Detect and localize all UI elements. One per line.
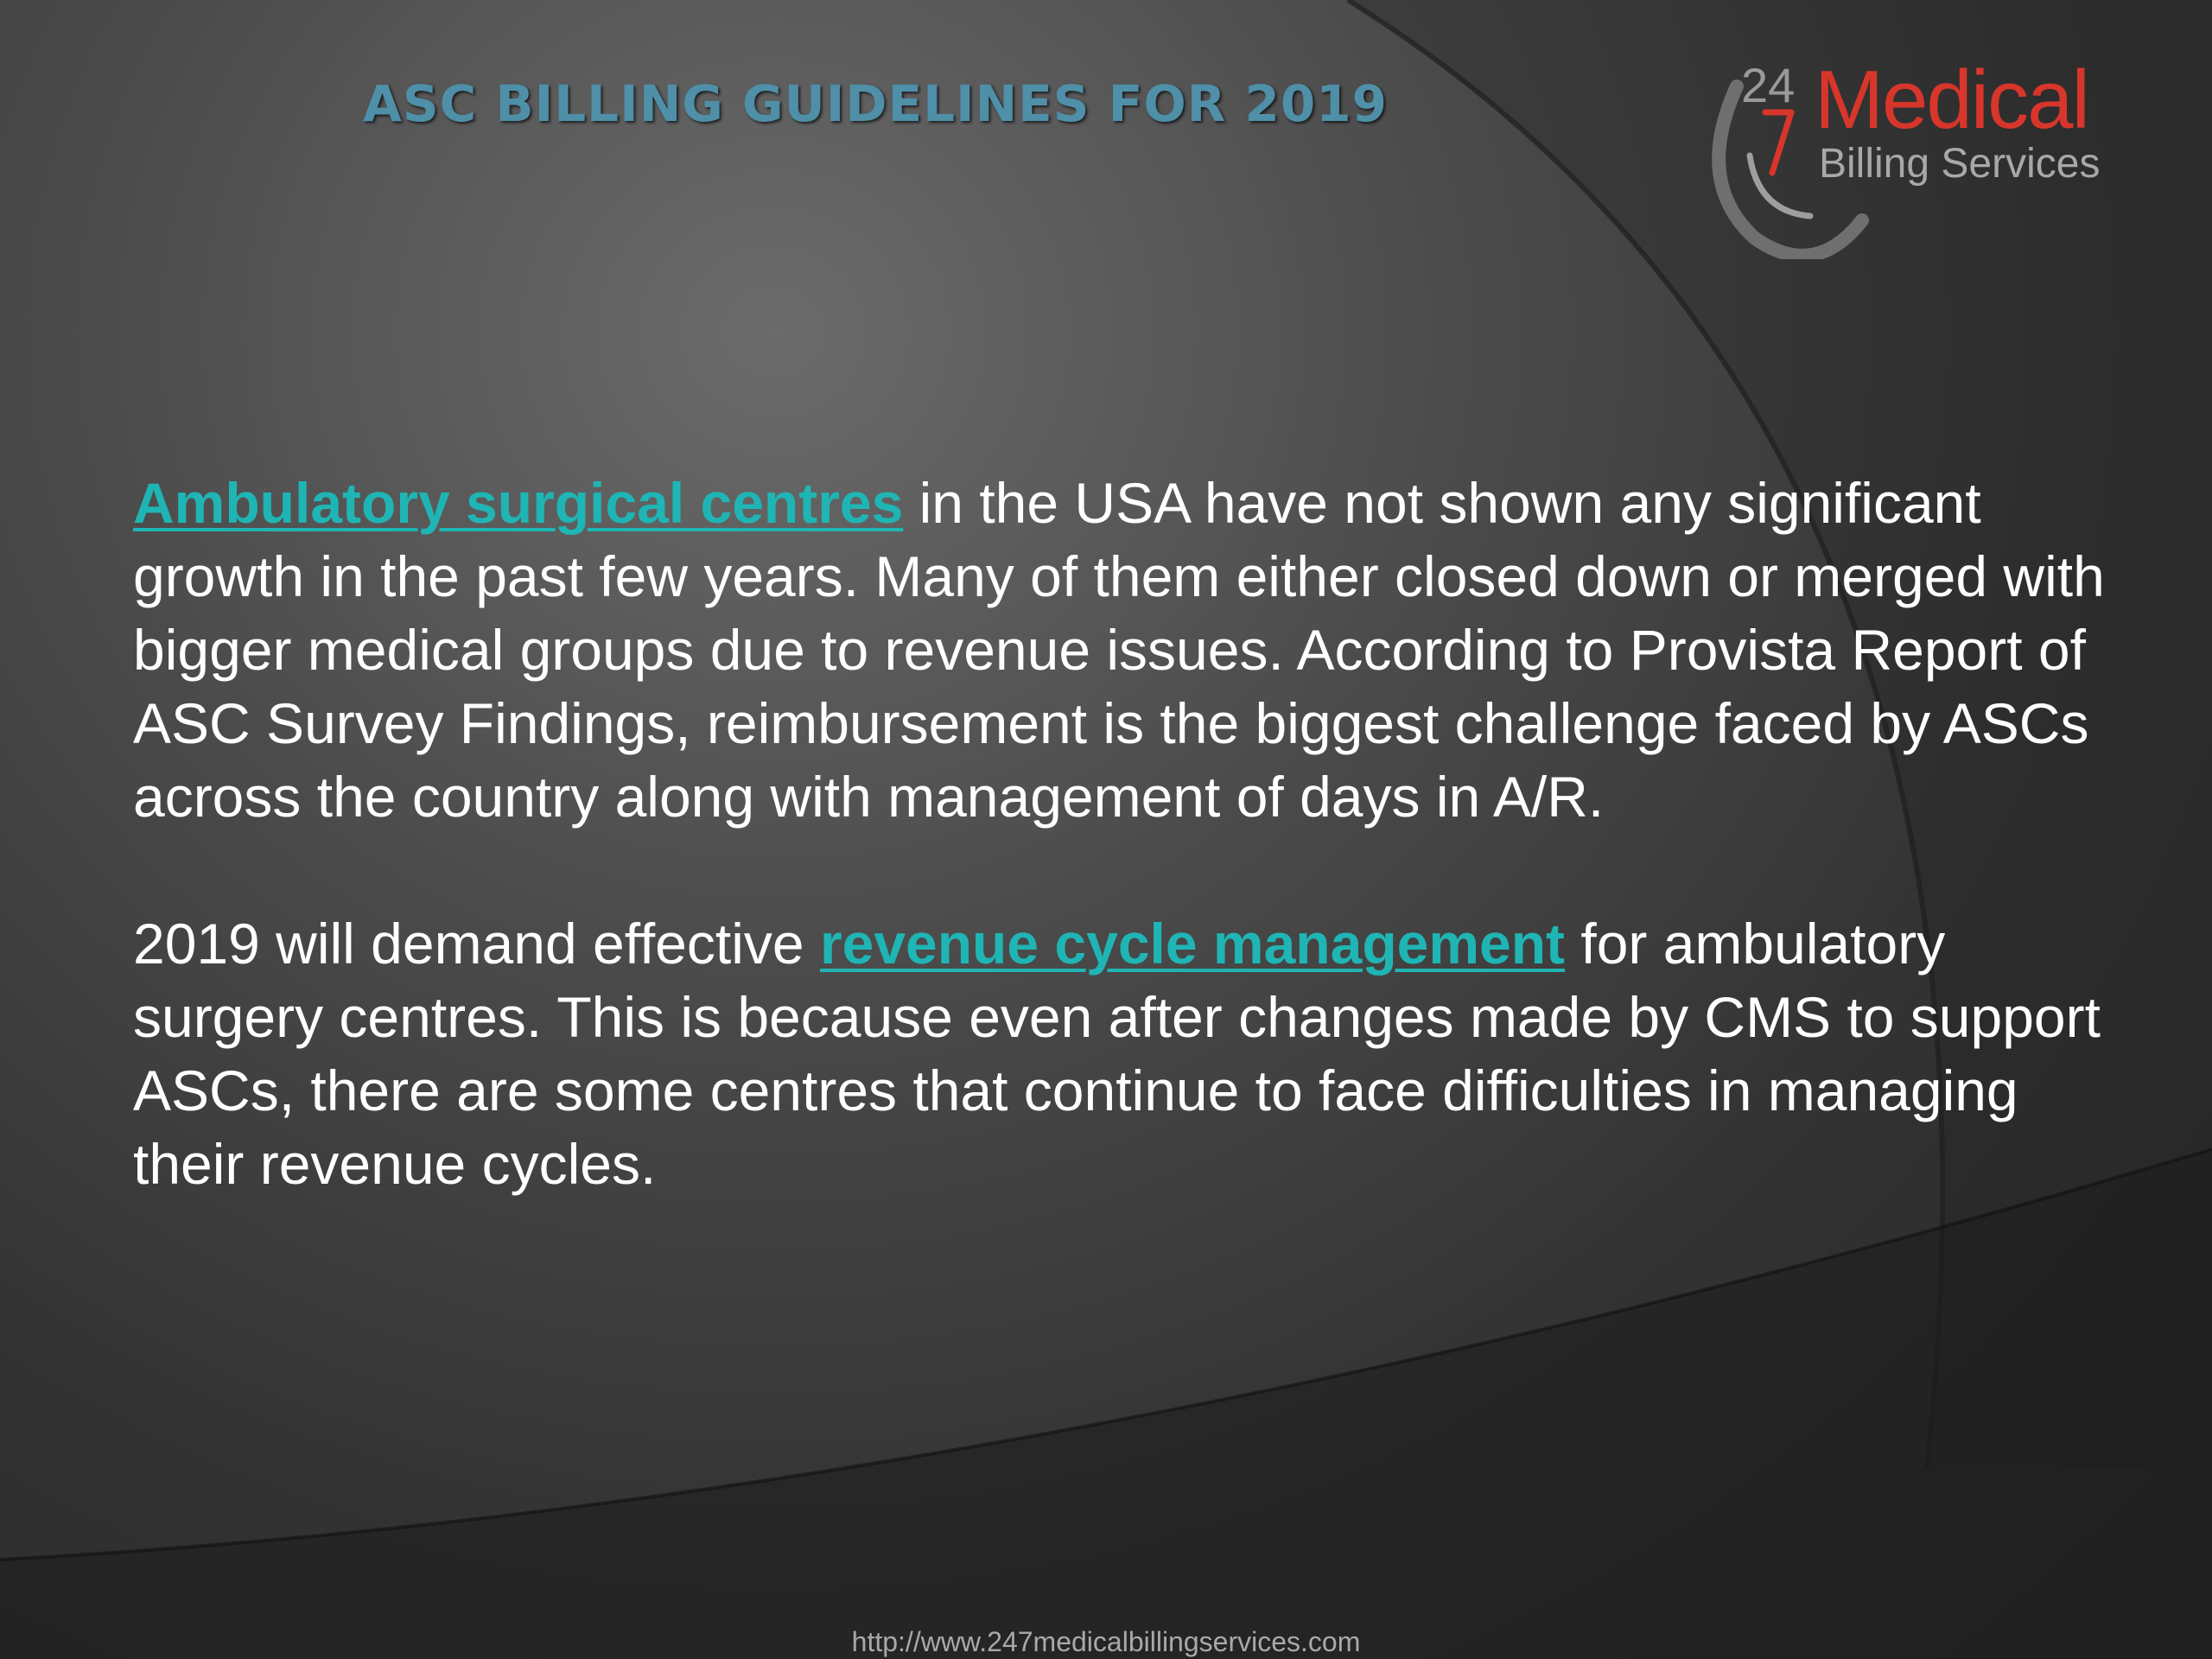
paragraph-1 (133, 467, 2138, 834)
logo-number: 24 (1741, 58, 1796, 112)
footer-url: http://www.247medicalbillingservices.com (851, 1626, 1361, 1657)
company-logo (1698, 52, 2101, 259)
slide-body (133, 467, 2138, 1274)
slide-title: ASC BILLING GUIDELINES FOR 2019 (363, 74, 1388, 133)
paragraph-2-text-after: for ambulatory surgery centres. This is because even after changes made by CMS to support ASCs, there are some centres that continue to face difficulties in managing their revenue cycles. (133, 912, 2101, 1196)
logo-name: Medical (1815, 54, 2088, 146)
revenue-cycle-management-link[interactable]: revenue cycle management (819, 912, 1566, 976)
paragraph-2 (133, 907, 2138, 1201)
ambulatory-surgical-centres-link[interactable]: Ambulatory surgical centres (133, 471, 904, 535)
paragraph-1-text: in the USA have not shown any significant growth in the past few years. Many of them either closed down or merged with bigger medical groups due to revenue issues. According to Provista Report of ASC Survey Findings, reimbursement is the biggest challenge faced by ASCs across the country along with management of days in A/R. (133, 471, 2105, 829)
logo-subtitle: Billing Services (1819, 141, 2101, 187)
paragraph-2-text-before: 2019 will demand effective (133, 912, 820, 976)
